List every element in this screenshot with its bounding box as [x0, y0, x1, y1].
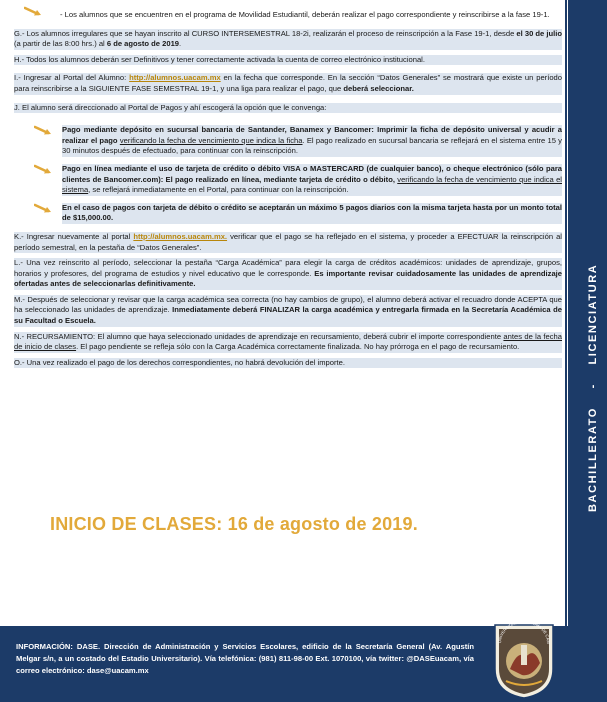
item-m: M.- Después de seleccionar y revisar que la carga académica sea correcta (no hay cambios de grupo), el alumno deberá activar el recuadro donde ACEPTA que ha seleccionado las unidades de aprendizaje. Inmediatamente deberá FINALIZAR la carga académica y entregarla firmada en la Secretaría Académica de su Facultad o Escuela. [14, 294, 562, 326]
footer-contact-info: INFORMACIÓN: DASE. Dirección de Administración y Servicios Escolares, edificio de la Secretaría General (Av. Agustín Melgar s/n, a un costado del Estadio Universitario). Vía telefónica: (981) 811-98-00 Ext. 1070100, vía twitter: @DASEuacam, vía correo electrónico: dase@uacam.mx [16, 642, 474, 675]
portal-alumno-link[interactable]: http://alumnos.uacam.mx [129, 73, 221, 83]
inicio-de-clases-heading: INICIO DE CLASES: 16 de agosto de 2019. [50, 514, 418, 534]
item-i: I.- Ingresar al Portal del Alumno: http://alumnos.uacam.mx en la fecha que corresponde. En la sección “Datos Generales” se mostrará que existe un período para reinscribirse a la SIGUIENTE FASE SEMESTRAL 19-1, y una liga para realizar el pago, que deberá seleccionar. [14, 73, 562, 93]
movilidad-item: - Los alumnos que se encuentren en el programa de Movilidad Estudiantil, deberán realizar el pago correspondiente y reinscribirse a la fase 19-1. [60, 10, 550, 19]
arrow-icon [34, 164, 54, 176]
arrow-icon [34, 125, 54, 137]
bullet-deposito: Pago mediante depósito en sucursal bancaria de Santander, Banamex y Bancomer: Imprimir la ficha de depósito universal y acudir a realizar el pago verificando la fecha de vencimiento que indica la ficha. El pago realizado en sucursal bancaria se reflejará en el sistema entre 15 y 30 minutos después de efectuado, para continuar con la reinscripción. [14, 125, 562, 157]
sidebar-label: BACHILLERATO - LICENCIATURA [587, 263, 599, 512]
item-n: N.- RECURSAMIENTO: El alumno que haya seleccionado unidades de aprendizaje en recursamiento, deberá cubrir el importe correspondiente antes de la fecha de inicio de clases. El pago pendiente se refleja sólo con la Carga Académica correctamente finalizada. No hay prórroga en el pago de recursamiento. [14, 331, 562, 352]
item-o: O.- Una vez realizado el pago de los derechos correspondientes, no habrá devolución del importe. [14, 358, 562, 369]
portal-alumno-link-2[interactable]: http://alumnos.uacam.mx. [133, 231, 228, 241]
sidebar-border-line [565, 0, 567, 626]
item-l: L.- Una vez reinscrito al período, seleccionar la pestaña “Carga Académica” para elegir la carga de créditos académicos: unidades de aprendizaje, grupos, horarios y profesores, del programa de estudios y nivel educativo que le corresponde. Es importante revisar cuidadosamente las unidades de aprendizaje ofertadas antes de seleccionarlas definitivamente. [14, 258, 562, 289]
bullet-limite-tarjeta: En el caso de pagos con tarjeta de débito o crédito se aceptarán un máximo 5 pagos diarios con la misma tarjeta hasta por un monto total de $15,000.00. [14, 203, 562, 224]
item-g: G.- Los alumnos irregulares que se hayan inscrito al CURSO INTERSEMESTRAL 18-2i, realizarán el proceso de reinscripción a la Fase 19-1, desde el 30 de julio (a partir de las 8:00 hrs.) al 6 de agosto de 2019. [14, 28, 563, 49]
seal-text: UNIVERSIDAD AUTÓNOMA DE CAM [496, 619, 552, 644]
item-j: J. El alumno será direccionado al Portal de Pagos y ahí escogerá la opción que le convenga: [14, 103, 562, 114]
document-body [14, 2, 562, 368]
item-h: H.- Todos los alumnos deberán ser Definitivos y tener correctamente activada la cuenta de correo electrónico institucional. [14, 55, 562, 66]
arrow-icon [34, 203, 54, 215]
bullet-pago-en-linea: Pago en línea mediante el uso de tarjeta de crédito o débito VISA o MASTERCARD (de cualquier banco), o cheque electrónico (sólo para clientes de Bancomer.com): El pago realizado en línea, mediante tarjeta de crédito o débito, verificando la fecha de vencimiento que indica el sistema, se reflejará inmediatamente en el Portal, para continuar con la reinscripción. [14, 164, 562, 196]
item-k: K.- Ingresar nuevamente al portal http://alumnos.uacam.mx. verificar que el pago se ha reflejado en el sistema, y proceder a EFECTUAR la reinscripción al período semestral, en la pestaña de “Datos Generales”. [14, 231, 562, 252]
university-seal-logo [492, 619, 556, 699]
